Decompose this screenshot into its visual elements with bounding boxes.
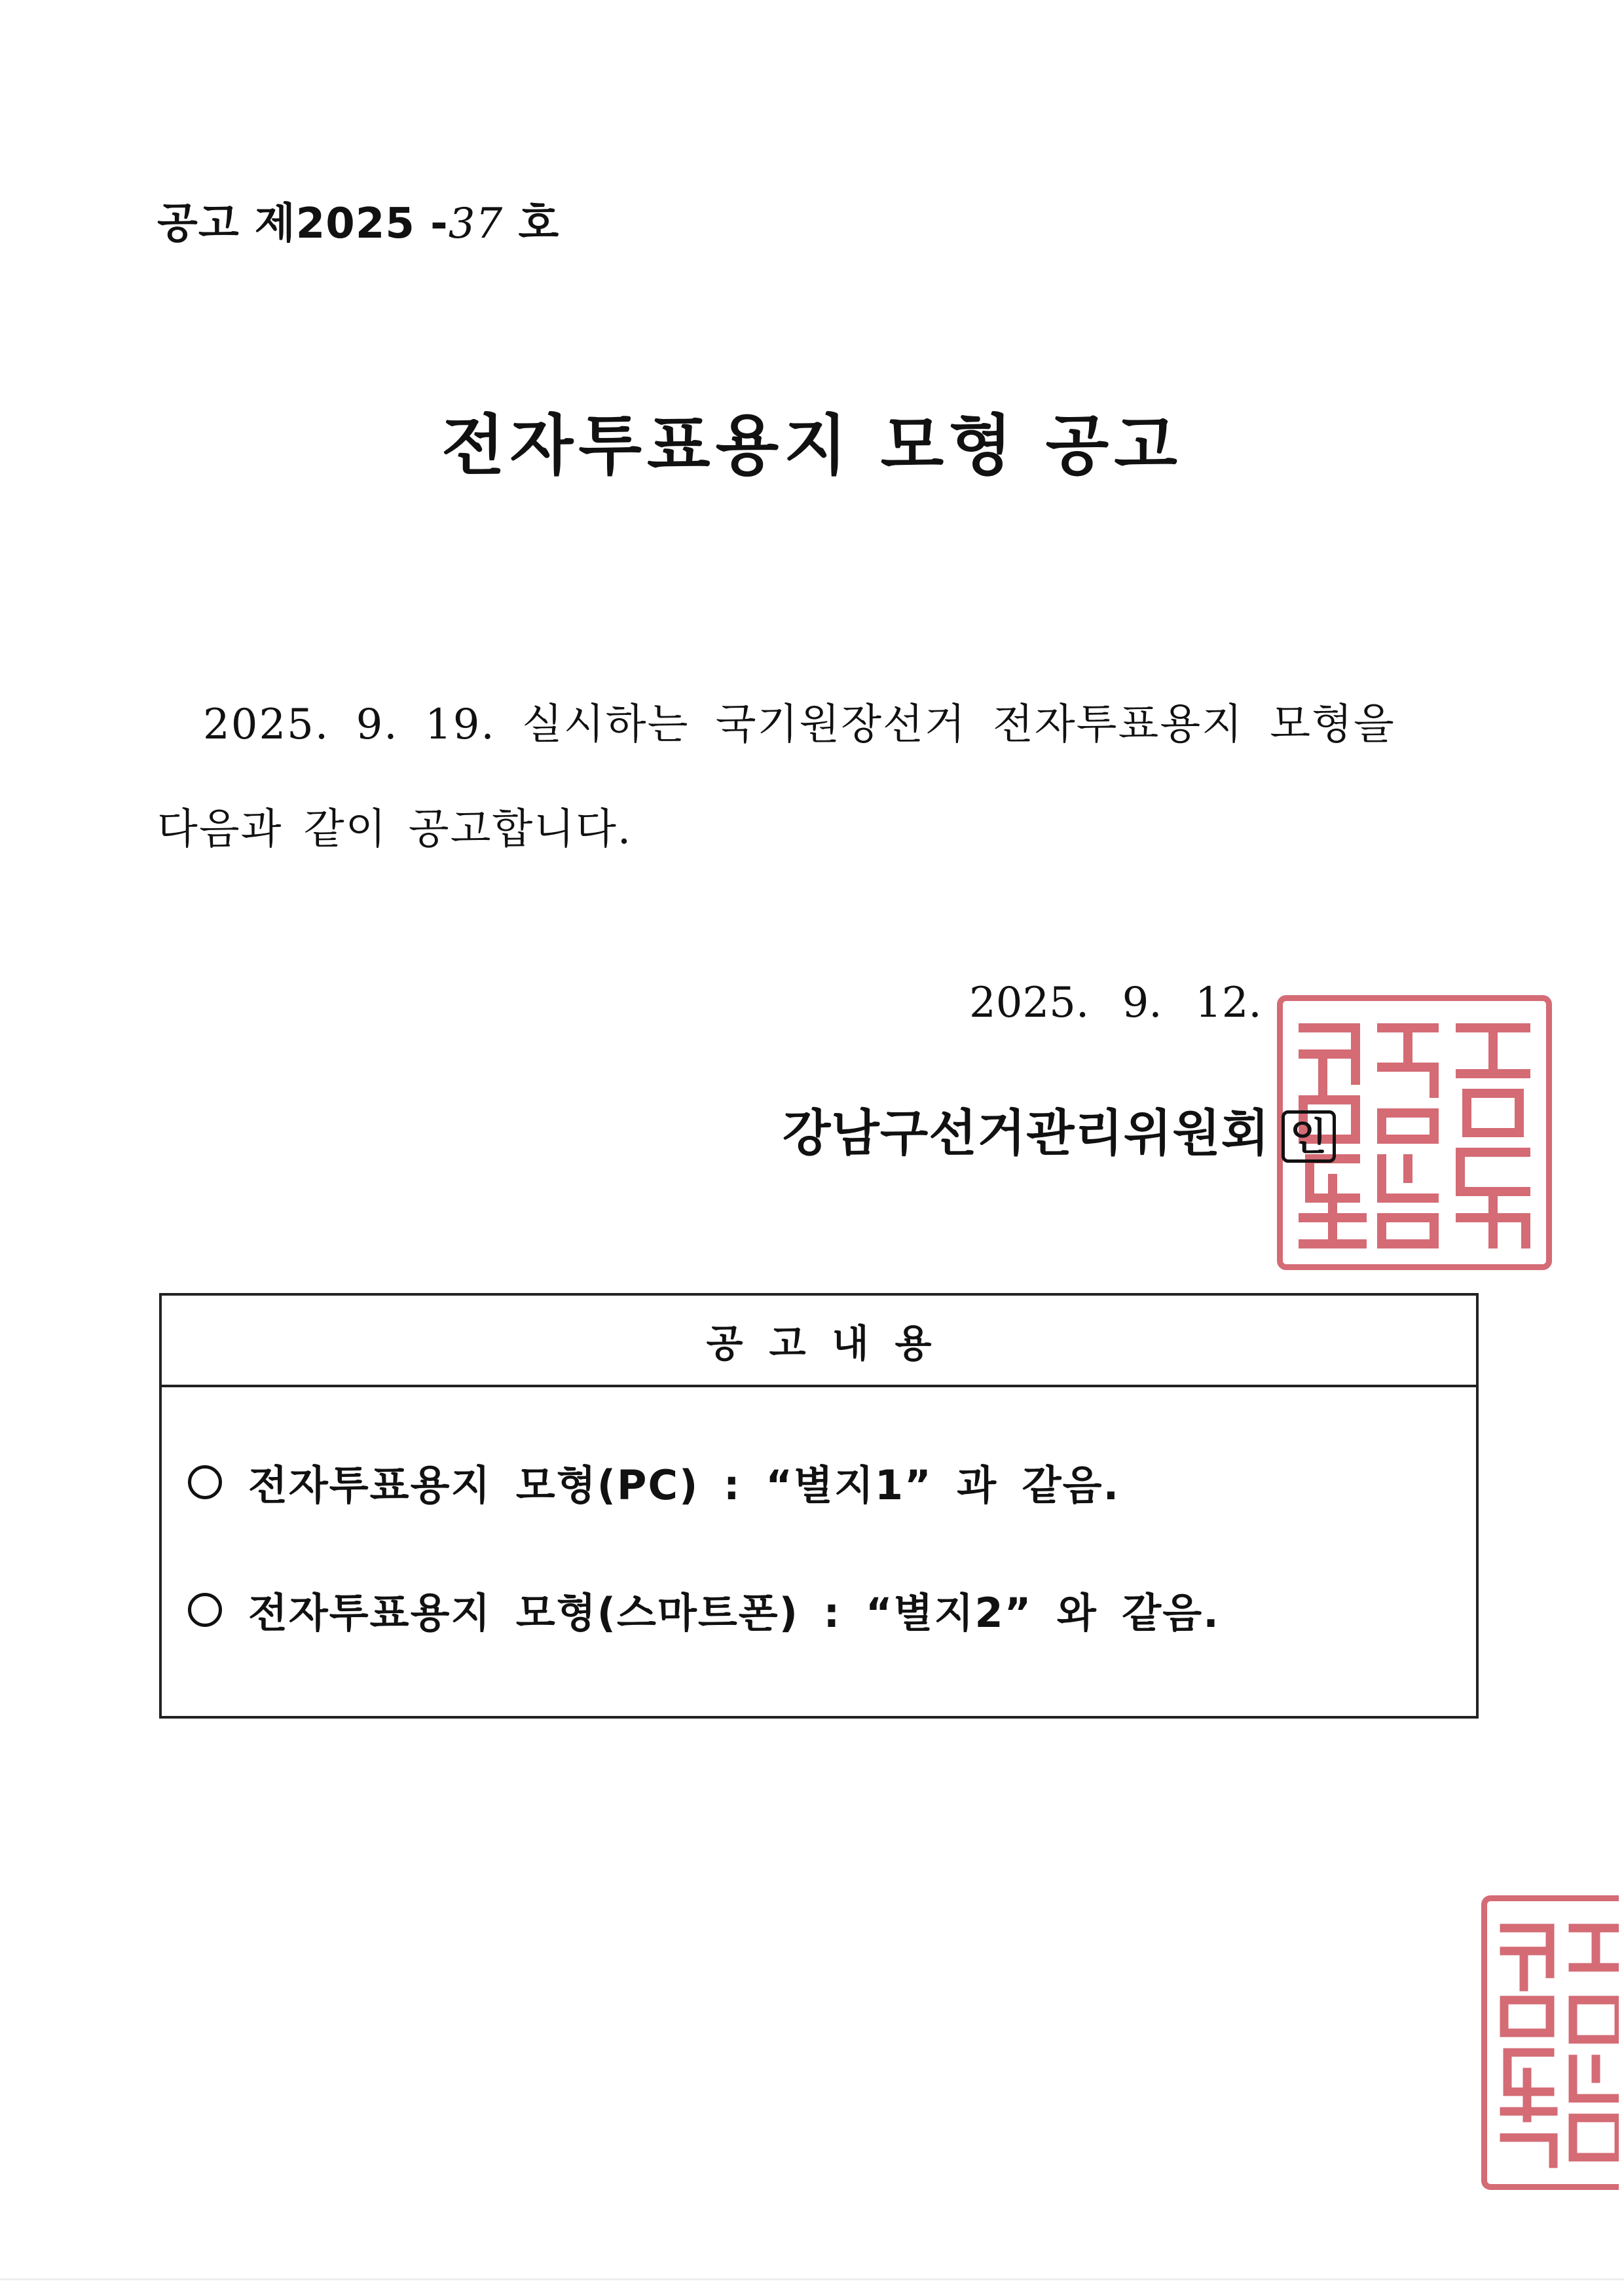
body-text-line-2: 다음과 같이 공고합니다. [157, 805, 633, 854]
content-item-text: 전자투표용지 모형(스마트폰) : “별지2” 와 같음. [248, 1589, 1220, 1637]
content-box-header: 공고내용 [162, 1296, 1476, 1387]
corner-seal [1481, 1895, 1619, 2190]
content-item [188, 1580, 1220, 1639]
seal-mark: 인 [1282, 1110, 1336, 1163]
corner-seal-glyph-art [1488, 1902, 1619, 2183]
circle-bullet-icon [188, 1465, 222, 1499]
content-item [188, 1453, 1120, 1511]
circle-bullet-icon [188, 1593, 222, 1627]
issuer [783, 1093, 1336, 1165]
issue-date: 2025. 9. 12. [969, 979, 1262, 1027]
scan-edge-line [0, 2278, 1624, 2280]
body-text-line-1: 2025. 9. 19. 실시하는 국기원장선거 전자투표용지 모형을 [203, 701, 1395, 749]
notice-number-suffix: 호 [518, 200, 560, 248]
document-title: 전자투표용지 모형 공고 [441, 407, 1183, 484]
content-item-text: 전자투표용지 모형(PC) : “별지1” 과 같음. [248, 1461, 1120, 1509]
notice-number-prefix: 공고 제2025 - [157, 200, 449, 248]
notice-content-box [159, 1293, 1479, 1719]
notice-number [157, 190, 559, 250]
issuer-name: 강남구선거관리위원회 [783, 1104, 1270, 1162]
notice-number-handwritten: 37 [448, 200, 504, 248]
